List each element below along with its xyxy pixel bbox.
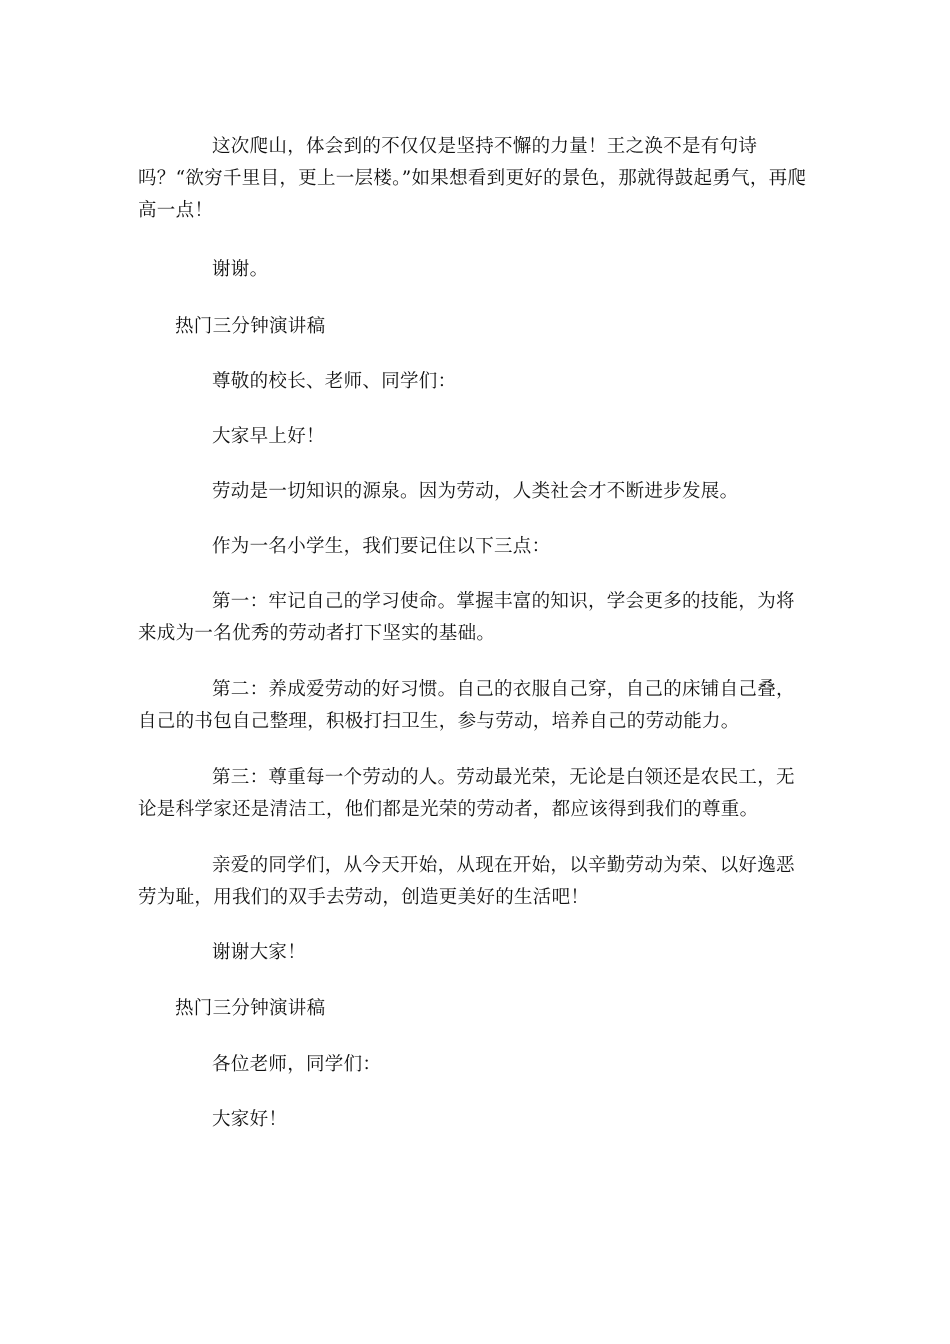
section-heading-1: 热门三分钟演讲稿 (175, 316, 326, 337)
paragraph-hello: 大家好！ (212, 1109, 288, 1130)
paragraph-greeting-2: 各位老师，同学们： (212, 1054, 382, 1075)
paragraph-closing: 亲爱的同学们，从今天开始，从现在开始，以辛勤劳动为荣、以好逸恶劳为耻，用我们的双手去劳动，创造更美好的生活吧！ (138, 855, 795, 908)
paragraph-labor-source: 劳动是一切知识的源泉。因为劳动，人类社会才不断进步发展。 (212, 481, 739, 502)
paragraph-climbing-reflection: 这次爬山，体会到的不仅仅是坚持不懈的力量！王之涣不是有句诗吗？“欲穷千里目，更上一层楼。”如果想看到更好的景色，那就得鼓起勇气，再爬高一点！ (138, 136, 807, 221)
paragraph-greeting-1: 尊敬的校长、老师、同学们： (212, 371, 457, 392)
paragraph-point-two: 第二：养成爱劳动的好习惯。自己的衣服自己穿，自己的床铺自己叠，自己的书包自己整理，积极打扫卫生，参与劳动，培养自己的劳动能力。 (138, 679, 795, 732)
paragraph-good-morning: 大家早上好！ (212, 426, 325, 447)
section-heading-2: 热门三分钟演讲稿 (175, 998, 326, 1019)
paragraph-thanks: 谢谢。 (212, 259, 269, 280)
paragraph-three-points: 作为一名小学生，我们要记住以下三点： (212, 536, 551, 557)
paragraph-point-one: 第一：牢记自己的学习使命。掌握丰富的知识，学会更多的技能，为将来成为一名优秀的劳动者打下坚实的基础。 (138, 591, 795, 644)
paragraph-point-three: 第三：尊重每一个劳动的人。劳动最光荣，无论是白领还是农民工，无论是科学家还是清洁工，他们都是光荣的劳动者，都应该得到我们的尊重。 (138, 767, 795, 820)
paragraph-thank-you-all: 谢谢大家！ (212, 942, 307, 963)
